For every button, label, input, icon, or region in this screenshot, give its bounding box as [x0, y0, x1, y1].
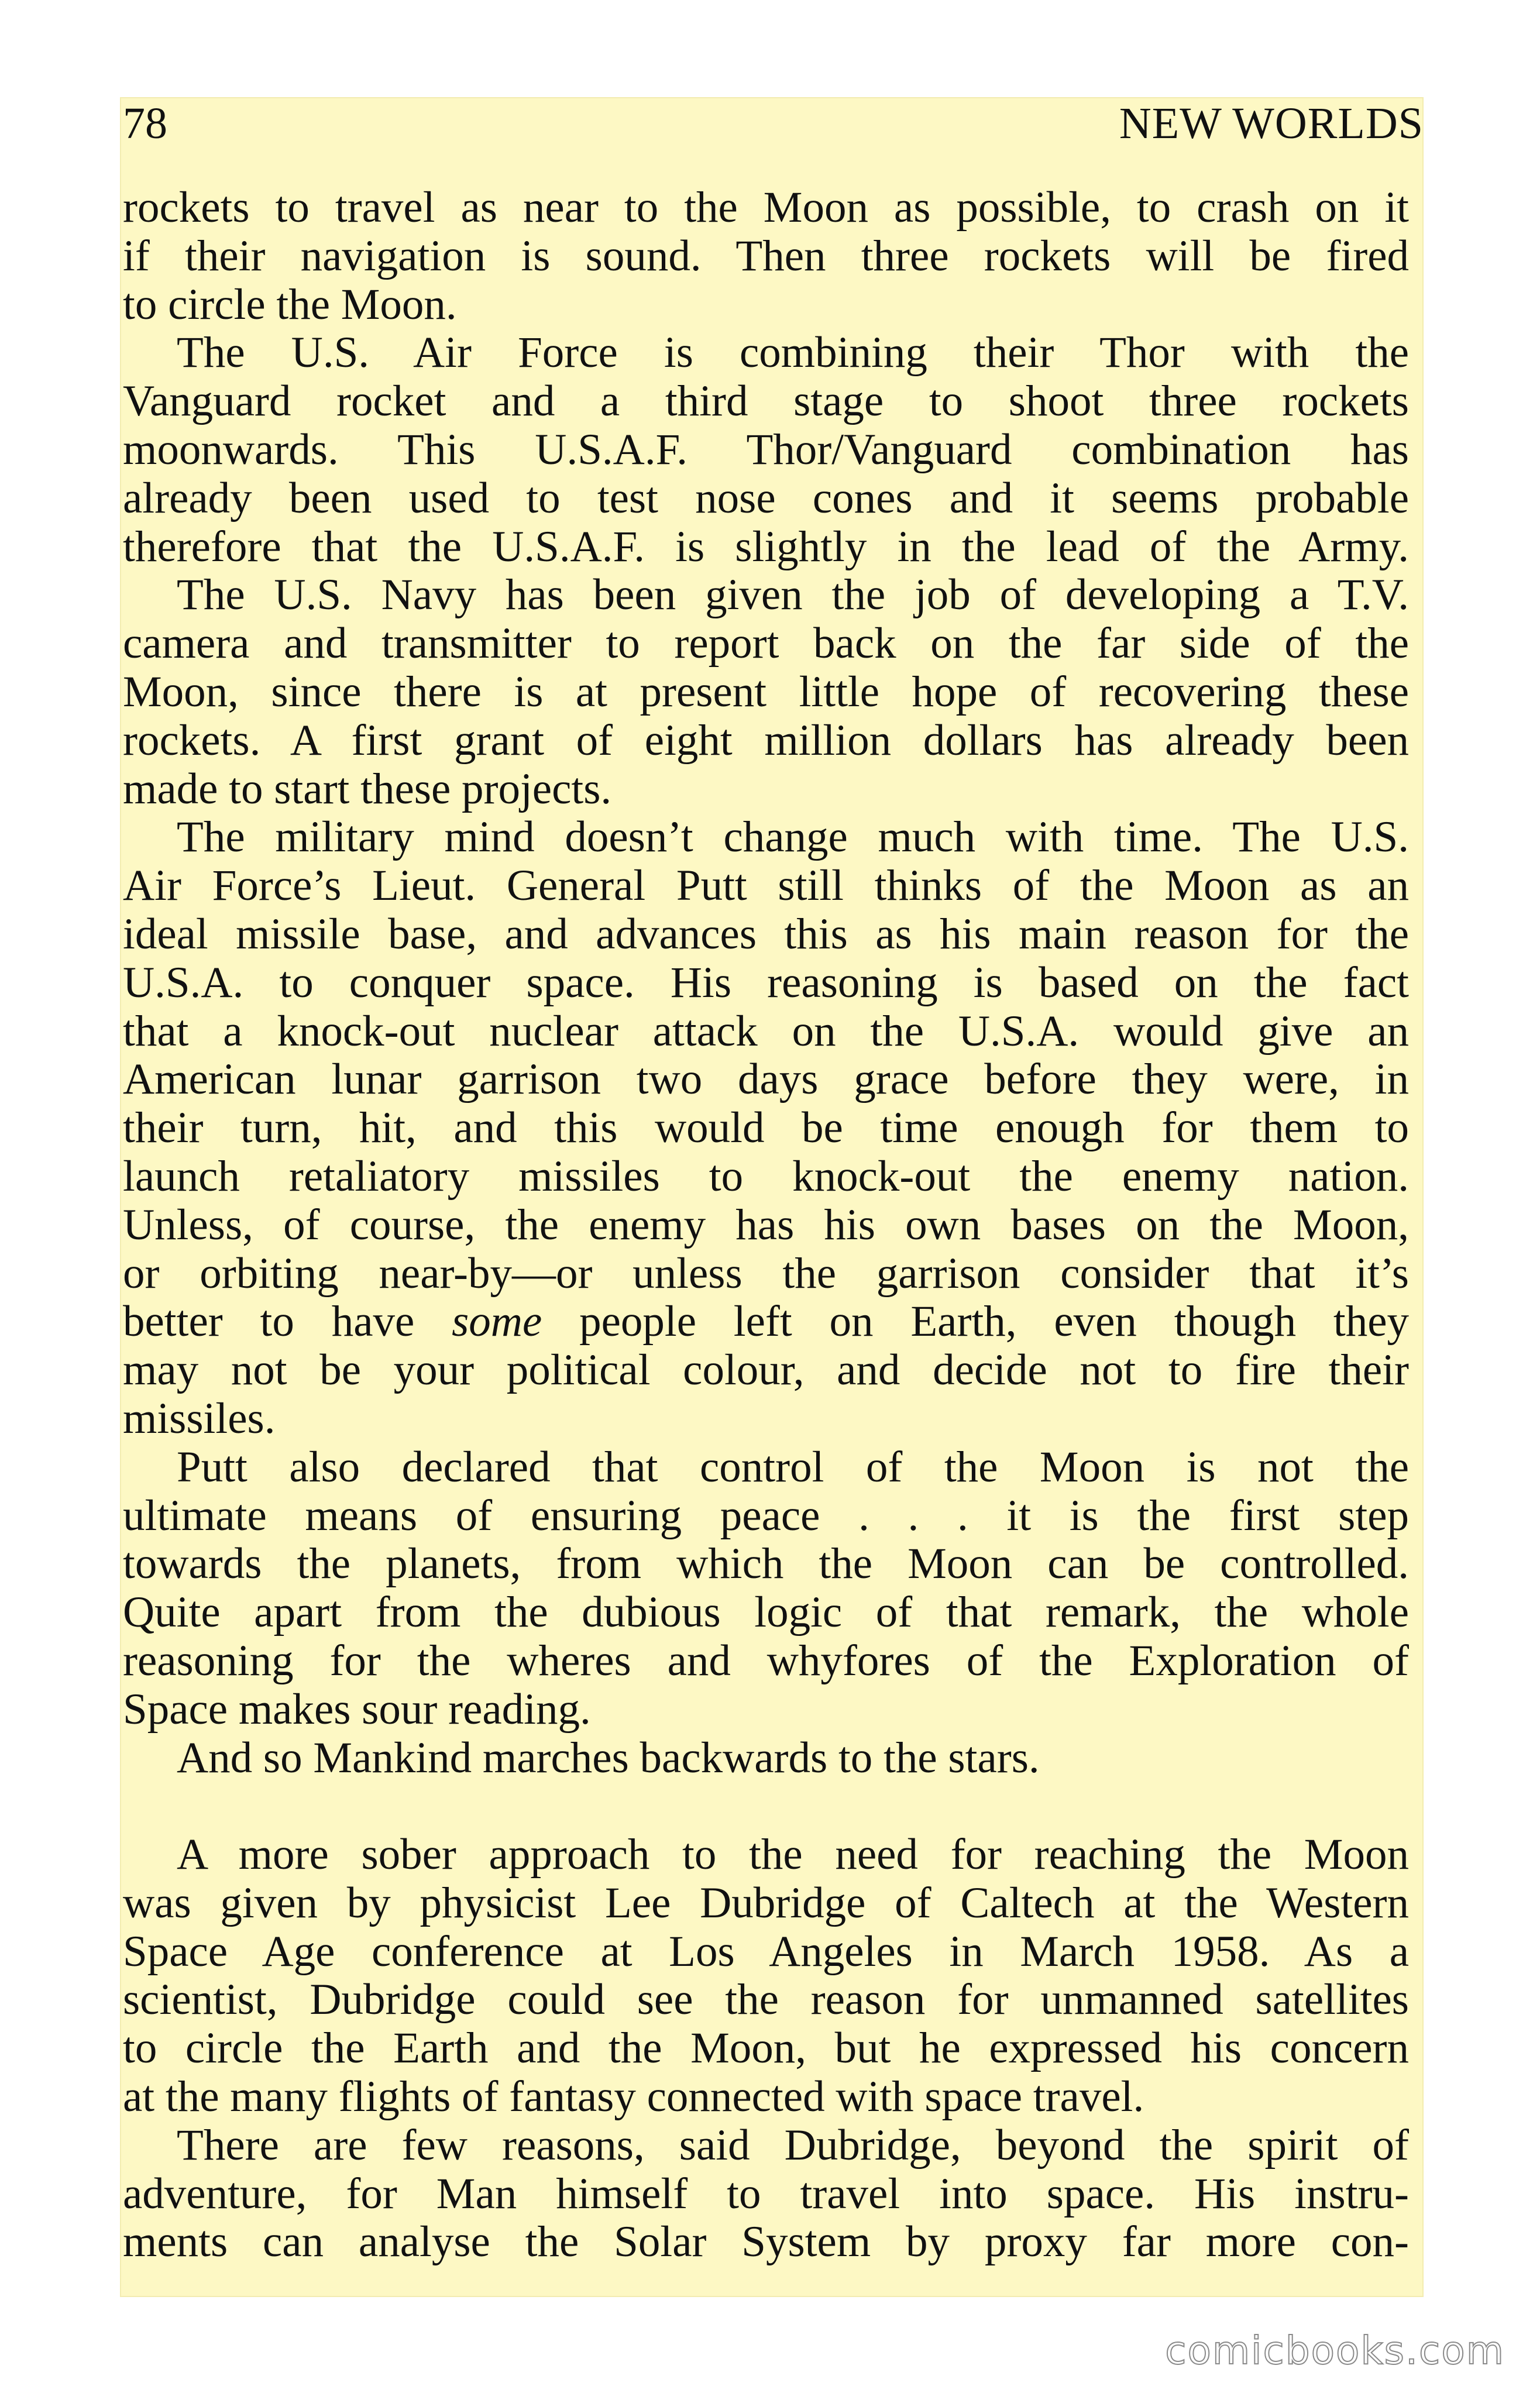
- text-line: moonwards. This U.S.A.F. Thor/Vanguard combination has: [123, 425, 1409, 474]
- text-line: The military mind doesn’t change much with time. The U.S.: [177, 813, 1409, 862]
- text-line: Vanguard rocket and a third stage to shoot three rockets: [123, 377, 1409, 426]
- text-line: reasoning for the wheres and whyfores of the Exploration of: [123, 1636, 1409, 1685]
- text-line: to circle the Moon.: [123, 280, 457, 329]
- text-segment: people left on Earth, even though they: [579, 1298, 1409, 1346]
- text-line: Moon, since there is at present little hope of recovering these: [123, 668, 1409, 716]
- text-line: missiles.: [123, 1394, 276, 1443]
- text-line: Space makes sour reading.: [123, 1684, 591, 1734]
- text-line: Air Force’s Lieut. General Putt still thinks of the Moon as an: [123, 862, 1409, 910]
- text-line: towards the planets, from which the Moon can be controlled.: [123, 1540, 1409, 1589]
- text-line: ideal missile base, and advances this as his main reason for the: [123, 910, 1409, 958]
- text-line: that a knock-out nuclear attack on the U.S.A. would give an: [123, 1007, 1409, 1056]
- text-line: rockets to travel as near to the Moon as possible, to crash on it: [123, 184, 1409, 232]
- text-line: therefore that the U.S.A.F. is slightly in the lead of the Army.: [123, 522, 1409, 571]
- site-watermark: comicbooks.com: [1165, 2328, 1505, 2373]
- running-head: NEW WORLDS: [1119, 99, 1424, 148]
- text-line: may not be your political colour, and decide not to fire their: [123, 1346, 1409, 1395]
- italic-word: some: [452, 1298, 542, 1346]
- text-line: U.S.A. to conquer space. His reasoning is based on the fact: [123, 958, 1409, 1007]
- page-number: 78: [123, 99, 167, 148]
- text-line: camera and transmitter to report back on the far side of the: [123, 620, 1409, 668]
- page-header: [123, 98, 1424, 154]
- text-line: And so Mankind marches backwards to the stars.: [177, 1733, 1040, 1782]
- text-line: Unless, of course, the enemy has his own bases on the Moon,: [123, 1201, 1409, 1249]
- section-break: [123, 1782, 1409, 1831]
- text-segment: better to have: [123, 1298, 415, 1346]
- magazine-page: [120, 97, 1424, 2297]
- text-line: rockets. A first grant of eight million dollars has already been: [123, 716, 1409, 765]
- text-line: Space Age conference at Los Angeles in March 1958. As a: [123, 1927, 1409, 1976]
- text-line: Quite apart from the dubious logic of that remark, the whole: [123, 1589, 1409, 1637]
- text-line: Putt also declared that control of the Moon is not the: [177, 1443, 1409, 1491]
- text-line: A more sober approach to the need for reaching the Moon: [177, 1831, 1409, 1879]
- text-line: or orbiting near-by—or unless the garrison consider that it’s: [123, 1249, 1409, 1298]
- text-line: American lunar garrison two days grace before they were, in: [123, 1056, 1409, 1104]
- text-line: to circle the Earth and the Moon, but he expressed his concern: [123, 2024, 1409, 2073]
- text-line: if their navigation is sound. Then three rockets will be fired: [123, 232, 1409, 280]
- text-line: The U.S. Air Force is combining their Thor with the: [177, 329, 1409, 377]
- text-line: already been used to test nose cones and it seems probable: [123, 474, 1409, 522]
- text-line: There are few reasons, said Dubridge, beyond the spirit of: [177, 2121, 1409, 2170]
- text-line: The U.S. Navy has been given the job of developing a T.V.: [177, 571, 1409, 620]
- text-line: launch retaliatory missiles to knock-out the enemy nation.: [123, 1152, 1409, 1201]
- text-line: [123, 1298, 1409, 1346]
- text-line: ultimate means of ensuring peace . . . it is the first step: [123, 1491, 1409, 1540]
- article-body: [123, 184, 1409, 2267]
- text-line: adventure, for Man himself to travel into space. His instru-: [123, 2170, 1409, 2218]
- text-line: ments can analyse the Solar System by proxy far more con-: [123, 2218, 1409, 2267]
- text-line: their turn, hit, and this would be time enough for them to: [123, 1104, 1409, 1153]
- text-line: at the many flights of fantasy connected with space travel.: [123, 2072, 1144, 2122]
- text-line: was given by physicist Lee Dubridge of Caltech at the Western: [123, 1879, 1409, 1927]
- text-line: made to start these projects.: [123, 764, 612, 813]
- text-line: scientist, Dubridge could see the reason for unmanned satellites: [123, 1976, 1409, 2024]
